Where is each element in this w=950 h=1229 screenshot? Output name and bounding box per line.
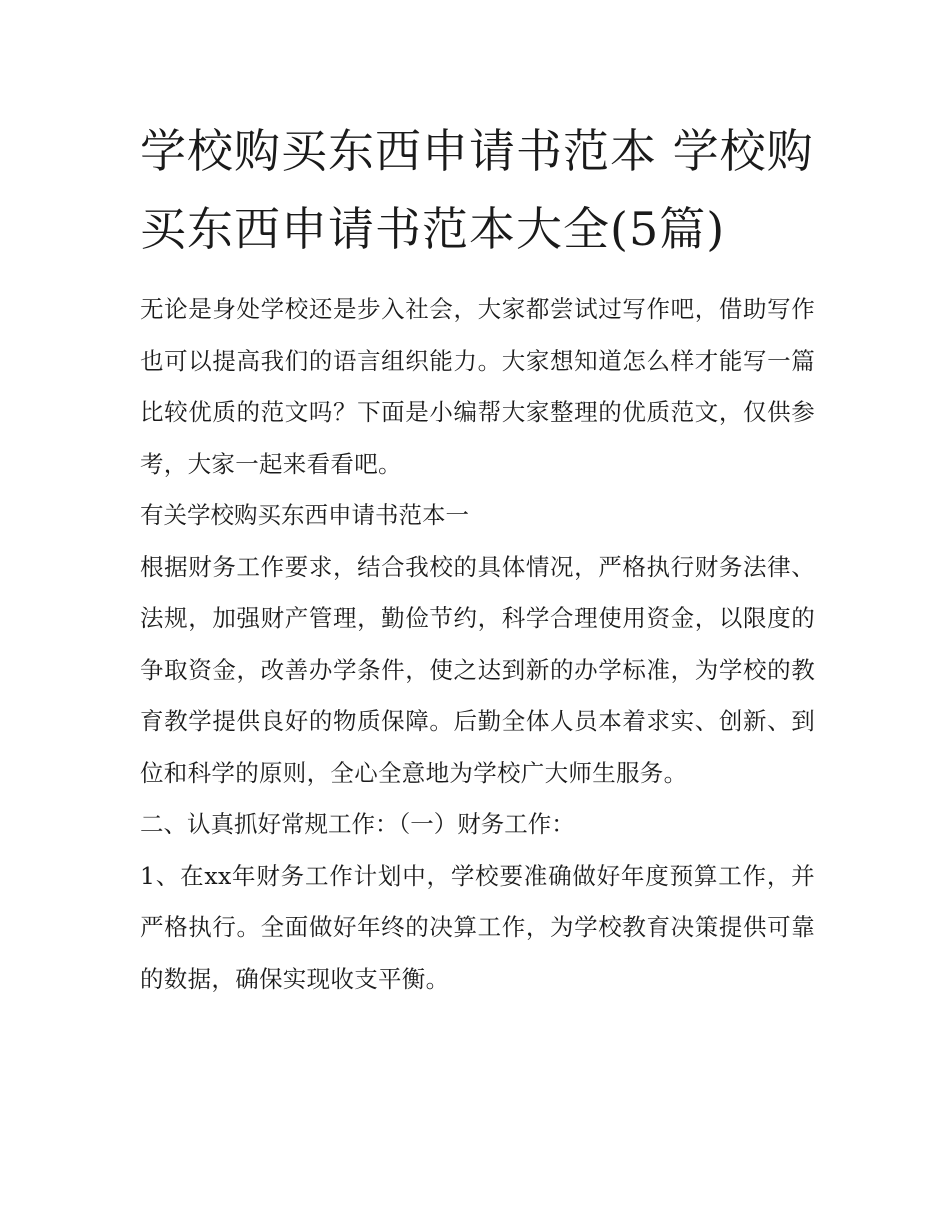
document-page xyxy=(140,112,815,1005)
subheading: 二、认真抓好常规工作：（一）财务工作： xyxy=(140,810,575,838)
body-paragraph-2: 1、在xx年财务工作计划中，学校要准确做好年度预算工作，并严格执行。全面做好年终的决算工作，为学校教育决策提供可靠的数据，确保实现收支平衡。 xyxy=(140,861,815,993)
section-title: 有关学校购买东西申请书范本一 xyxy=(140,501,469,529)
body-paragraph-1: 根据财务工作要求，结合我校的具体情况，严格执行财务法律、法规，加强财产管理，勤俭节约，科学合理使用资金，以限度的争取资金，改善办学条件，使之达到新的办学标准，为学校的教育教学提供良好的物质保障。后勤全体人员本着求实、创新、到位和科学的原则，全心全意地为学校广大师生服务。 xyxy=(140,552,815,787)
document-title: 学校购买东西申请书范本 学校购买东西申请书范本大全(5篇) xyxy=(140,124,814,256)
intro-paragraph: 无论是身处学校还是步入社会，大家都尝试过写作吧，借助写作也可以提高我们的语言组织能力。大家想知道怎么样才能写一篇比较优质的范文吗？下面是小编帮大家整理的优质范文，仅供参考，大家一起来看看吧。 xyxy=(140,295,815,478)
